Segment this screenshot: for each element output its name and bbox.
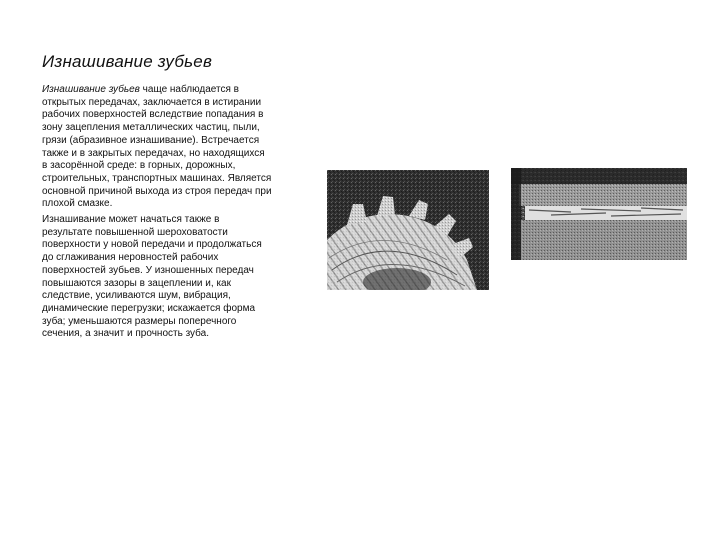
paragraph-1-rest: чаще наблюдается в открытых передачах, заключается в истирании рабочих поверхностей вследствие попадания в зону зацепления металлических частиц, пыли, грязи (абразивное изнашивание). Встречается также и в закрытых передачах, но находящихся в засорённой среде: в горных, дорожных, строительных, транспортных машинах. Является основной причиной выхода из строя передач при плохой смазке. [42,84,272,210]
worn-gear-photo-icon [327,170,489,290]
worn-teeth-closeup-photo [511,168,687,260]
worn-gear-teeth-closeup-photo-icon [511,168,687,260]
paragraph-1 [42,84,272,211]
paragraph-1-lead: Изнашивание зубьев [42,84,140,95]
paragraph-2: Изнашивание может начаться также в результате повышенной шероховатости поверхности у новой передачи и продолжаться до сглаживания неровностей рабочих поверхностей зубьев. У изношенных передач повышаются зазоры в зацеплении и, как следствие, усиливаются шум, вибрация, динамические перегрузки; искажается форма зуба; уменьшаются размеры поперечного сечения, а значит и прочность зуба. [42,214,262,340]
slide-title: Изнашивание зубьев [42,52,213,71]
worn-gear-photo [327,170,489,290]
body-text [42,84,272,344]
